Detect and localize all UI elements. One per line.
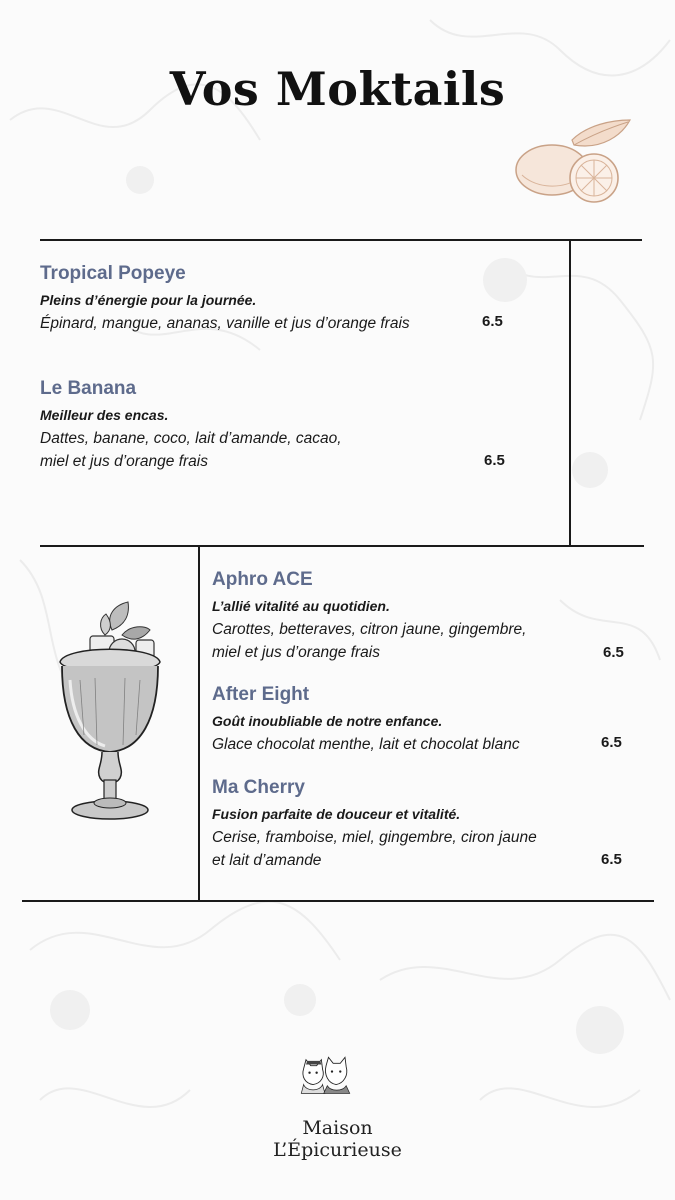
item-name: Aphro ACE [212,569,313,590]
left-vertical-divider [198,547,200,901]
brand-name-line2: L’Épicurieuse [273,1139,402,1161]
item-price: 6.5 [482,313,503,330]
item-name: Le Banana [40,378,137,399]
item-name: Ma Cherry [212,777,305,798]
top-divider [40,239,642,241]
item-price: 6.5 [484,452,505,469]
lemon-illustration [512,115,632,210]
menu-item-le-banana [40,377,500,473]
middle-divider [40,545,644,547]
item-tagline: Pleins d’énergie pour la journée. [40,292,257,308]
item-name: After Eight [212,684,310,705]
item-price: 6.5 [601,851,622,868]
item-tagline: L’allié vitalité au quotidien. [212,598,390,614]
item-description: Épinard, mangue, ananas, vanille et jus d’orange frais [40,315,410,332]
item-description: Glace chocolat menthe, lait et chocolat blanc [212,736,520,753]
item-description-line: Cerise, framboise, miel, gingembre, ciron jaune [212,829,537,846]
item-tagline: Fusion parfaite de douceur et vitalité. [212,806,461,822]
item-price: 6.5 [603,644,624,661]
cocktail-glass-illustration [50,600,170,825]
item-price: 6.5 [601,734,622,751]
item-tagline: Meilleur des encas. [40,407,169,423]
item-description-line: Dattes, banane, coco, lait d’amande, cacao, [40,430,342,447]
menu-item-after-eight [212,683,612,756]
menu-item-aphro-ace [212,568,612,664]
right-vertical-divider [569,241,571,547]
item-description-line: miel et jus d’orange frais [40,453,208,470]
item-description-line: Carottes, betteraves, citron jaune, gingembre, [212,621,527,638]
item-description-line: et lait d’amande [212,852,322,869]
bottom-divider [22,900,654,902]
item-tagline: Goût inoubliable de notre enfance. [212,713,443,729]
two-cats-logo [265,1055,425,1120]
page-title: Vos Moktails [169,62,506,116]
menu-item-ma-cherry [212,776,612,872]
brand-name-line1: Maison [302,1117,373,1139]
item-name: Tropical Popeye [40,263,186,284]
item-description-line: miel et jus d’orange frais [212,644,380,661]
